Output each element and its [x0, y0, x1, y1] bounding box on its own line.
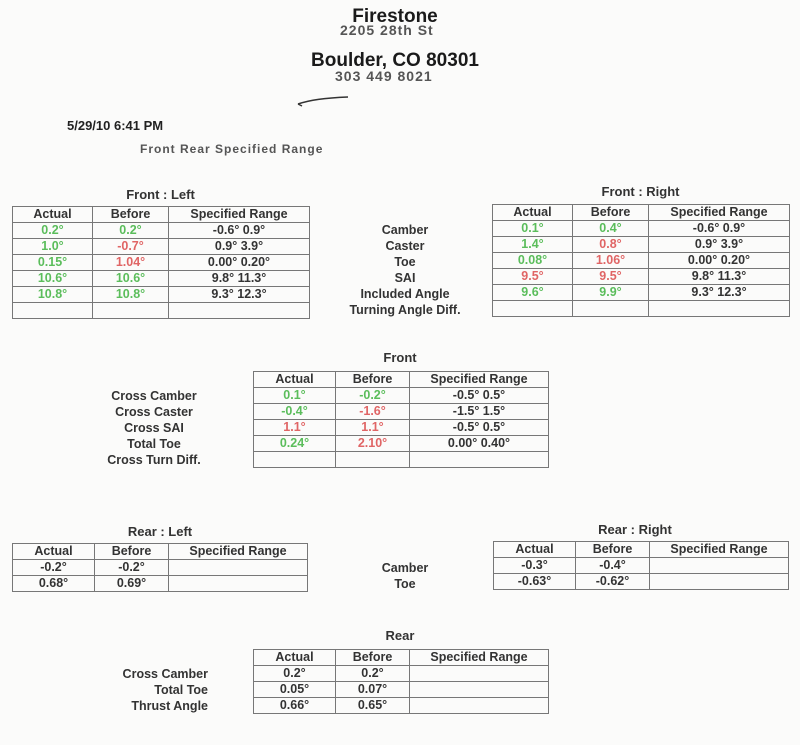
col-actual: Actual: [254, 650, 336, 666]
before-value: [336, 452, 410, 468]
rear-left-table: [12, 543, 308, 592]
specified-range-value: 0.00° 0.40°: [410, 436, 549, 452]
specified-range-value: [410, 698, 549, 714]
before-value: 10.6°: [93, 271, 169, 287]
measurement-label: SAI: [394, 271, 416, 285]
col-specified-range: Specified Range: [410, 372, 549, 388]
table-row: [13, 287, 310, 303]
before-value: [573, 301, 649, 317]
specified-range-value: [410, 666, 549, 682]
before-value: 1.04°: [93, 255, 169, 271]
before-value: 1.1°: [336, 420, 410, 436]
front-cross-title: Front: [383, 350, 417, 365]
before-value: 0.2°: [93, 223, 169, 239]
specified-range-value: 9.8° 11.3°: [649, 269, 790, 285]
front-right-table: [492, 204, 790, 317]
street-address-partial: 2205 28th St: [340, 22, 434, 38]
table-row: [13, 239, 310, 255]
table-row: [13, 223, 310, 239]
city-state-zip: Boulder, CO 80301: [311, 50, 479, 71]
specified-range-value: [169, 303, 310, 319]
actual-value: [493, 301, 573, 317]
table-row: [254, 420, 549, 436]
front-right-title: Front : Right: [601, 184, 680, 199]
actual-value: 1.0°: [13, 239, 93, 255]
table-row: [254, 436, 549, 452]
rear-right-title: Rear : Right: [598, 522, 672, 537]
col-before: Before: [336, 650, 410, 666]
specified-range-value: 0.9° 3.9°: [169, 239, 310, 255]
rear-measurement-labels: [340, 560, 470, 592]
before-value: -0.2°: [336, 388, 410, 404]
measurement-label: Cross SAI: [124, 421, 184, 435]
specified-range-value: [650, 558, 789, 574]
table-row: [13, 303, 310, 319]
front-left-title: Front : Left: [126, 187, 195, 202]
print-datetime: 5/29/10 6:41 PM: [67, 118, 164, 133]
before-value: 1.06°: [573, 253, 649, 269]
specified-range-value: 0.00° 0.20°: [649, 253, 790, 269]
before-value: -0.2°: [95, 560, 169, 576]
actual-value: -0.4°: [254, 404, 336, 420]
col-before: Before: [95, 544, 169, 560]
table-row: [254, 404, 549, 420]
rear-cross-title: Rear: [385, 628, 415, 643]
table-row: [493, 269, 790, 285]
before-value: 2.10°: [336, 436, 410, 452]
actual-value: 0.2°: [13, 223, 93, 239]
before-value: [93, 303, 169, 319]
actual-value: 1.1°: [254, 420, 336, 436]
table-row: [254, 388, 549, 404]
shop-name: Firestone: [352, 6, 438, 27]
table-row: [13, 576, 308, 592]
actual-value: 0.08°: [493, 253, 573, 269]
table-row: [493, 237, 790, 253]
table-row: [494, 558, 789, 574]
specified-range-value: 9.8° 11.3°: [169, 271, 310, 287]
specified-range-value: 0.00° 0.20°: [169, 255, 310, 271]
actual-value: -0.2°: [13, 560, 95, 576]
before-value: 0.65°: [336, 698, 410, 714]
table-row: [254, 452, 549, 468]
specified-range-value: [649, 301, 790, 317]
col-actual: Actual: [13, 544, 95, 560]
measurement-label: Camber: [381, 223, 429, 237]
actual-value: 0.66°: [254, 698, 336, 714]
before-value: 0.4°: [573, 221, 649, 237]
front-left-table: [12, 206, 310, 319]
specified-range-value: [169, 576, 308, 592]
col-actual: Actual: [494, 542, 576, 558]
specified-range-value: 0.9° 3.9°: [649, 237, 790, 253]
col-specified-range: Specified Range: [410, 650, 549, 666]
measurement-label: Cross Turn Diff.: [107, 453, 201, 467]
actual-value: [254, 452, 336, 468]
specified-range-value: -1.5° 1.5°: [410, 404, 549, 420]
actual-value: 0.2°: [254, 666, 336, 682]
table-row: [493, 285, 790, 301]
before-value: 9.5°: [573, 269, 649, 285]
rear-right-table: [493, 541, 789, 590]
col-actual: Actual: [254, 372, 336, 388]
rear-cross-labels: [92, 666, 208, 714]
before-value: -0.7°: [93, 239, 169, 255]
actual-value: 0.24°: [254, 436, 336, 452]
actual-value: 10.8°: [13, 287, 93, 303]
actual-value: 0.15°: [13, 255, 93, 271]
actual-value: 9.6°: [493, 285, 573, 301]
before-value: 0.2°: [336, 666, 410, 682]
phone-partial: 303 449 8021: [335, 68, 433, 84]
actual-value: 10.6°: [13, 271, 93, 287]
specified-range-value: -0.6° 0.9°: [649, 221, 790, 237]
before-value: 10.8°: [93, 287, 169, 303]
measurement-label: Cross Caster: [115, 405, 193, 419]
measurement-label: Toe: [394, 577, 416, 591]
col-actual: Actual: [493, 205, 573, 221]
before-value: 0.8°: [573, 237, 649, 253]
actual-value: 9.5°: [493, 269, 573, 285]
actual-value: 0.05°: [254, 682, 336, 698]
col-actual: Actual: [13, 207, 93, 223]
front-measurement-labels: [330, 222, 480, 318]
actual-value: -0.3°: [494, 558, 576, 574]
col-before: Before: [93, 207, 169, 223]
table-row: [13, 271, 310, 287]
rear-cross-table: [253, 649, 549, 714]
vehicle-line-partial: Front Rear Specified Range: [140, 142, 324, 156]
table-row: [13, 560, 308, 576]
before-value: 0.69°: [95, 576, 169, 592]
table-row: [493, 221, 790, 237]
specified-range-value: 9.3° 12.3°: [169, 287, 310, 303]
col-specified-range: Specified Range: [169, 544, 308, 560]
actual-value: 1.4°: [493, 237, 573, 253]
measurement-label: Thrust Angle: [131, 699, 208, 713]
col-specified-range: Specified Range: [650, 542, 789, 558]
before-value: -1.6°: [336, 404, 410, 420]
measurement-label: Turning Angle Diff.: [349, 303, 461, 317]
measurement-label: Included Angle: [360, 287, 450, 301]
col-before: Before: [576, 542, 650, 558]
before-value: 0.07°: [336, 682, 410, 698]
measurement-label: Camber: [381, 561, 429, 575]
specified-range-value: -0.6° 0.9°: [169, 223, 310, 239]
measurement-label: Caster: [385, 239, 425, 253]
measurement-label: Cross Camber: [111, 389, 197, 403]
specified-range-value: [410, 682, 549, 698]
measurement-label: Total Toe: [154, 683, 208, 697]
before-value: -0.62°: [576, 574, 650, 590]
rear-left-title: Rear : Left: [127, 524, 193, 539]
measurement-label: Cross Camber: [122, 667, 208, 681]
table-row: [493, 301, 790, 317]
table-row: [254, 698, 549, 714]
specified-range-value: 9.3° 12.3°: [649, 285, 790, 301]
actual-value: 0.1°: [493, 221, 573, 237]
before-value: 9.9°: [573, 285, 649, 301]
front-cross-table: [253, 371, 549, 468]
specified-range-value: [169, 560, 308, 576]
pen-mark-icon: [296, 94, 354, 108]
table-row: [493, 253, 790, 269]
table-row: [13, 255, 310, 271]
col-before: Before: [573, 205, 649, 221]
actual-value: 0.68°: [13, 576, 95, 592]
measurement-label: Total Toe: [127, 437, 181, 451]
col-before: Before: [336, 372, 410, 388]
specified-range-value: -0.5° 0.5°: [410, 420, 549, 436]
col-specified-range: Specified Range: [169, 207, 310, 223]
col-specified-range: Specified Range: [649, 205, 790, 221]
actual-value: [13, 303, 93, 319]
specified-range-value: -0.5° 0.5°: [410, 388, 549, 404]
table-row: [254, 682, 549, 698]
actual-value: -0.63°: [494, 574, 576, 590]
specified-range-value: [410, 452, 549, 468]
table-row: [254, 666, 549, 682]
front-cross-labels: [92, 388, 216, 468]
actual-value: 0.1°: [254, 388, 336, 404]
table-row: [494, 574, 789, 590]
before-value: -0.4°: [576, 558, 650, 574]
specified-range-value: [650, 574, 789, 590]
measurement-label: Toe: [394, 255, 416, 269]
